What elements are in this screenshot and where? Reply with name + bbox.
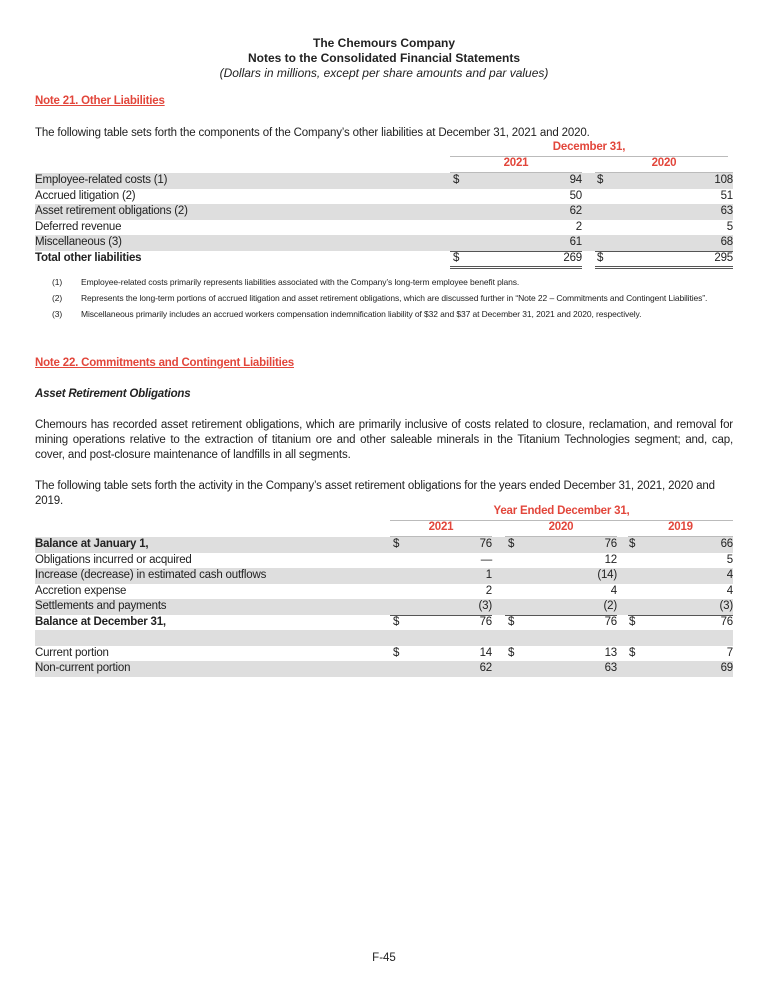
company-name: The Chemours Company (312, 36, 456, 50)
currency-symbol: $ (629, 538, 636, 550)
row-label: Accrued litigation (2) (35, 189, 136, 202)
currency-symbol: $ (508, 646, 515, 659)
currency-symbol: $ (393, 615, 399, 634)
cell-value: 2 (485, 584, 492, 597)
table-row (35, 204, 733, 220)
note-22-paragraph: Chemours has recorded asset retirement obligations, which are primarily inclusive of costs related to closure, reclamation, and removal for mining operations relative to the extraction of titanium ore and other saleable minerals in the Titanium Technologies segment; and, cap, cover, and post-closure maintenance of landfills in all segments. (35, 419, 733, 461)
table-row (35, 220, 733, 236)
table2-col-2021: 2021 (428, 521, 454, 533)
other-liabilities-table (35, 173, 733, 266)
footnote (52, 274, 742, 290)
currency-symbol: $ (508, 615, 514, 634)
table-row (35, 189, 733, 205)
row-label: Deferred revenue (35, 220, 122, 233)
document-header (0, 36, 768, 81)
table-row (35, 646, 733, 662)
cell-value: 61 (450, 235, 582, 252)
currency-symbol: $ (393, 646, 400, 659)
cell-value: (3) (628, 599, 733, 616)
table-row (35, 251, 733, 267)
cell-value: 5 (726, 220, 733, 233)
row-label: Balance at December 31, (35, 615, 166, 628)
row-label: Miscellaneous (3) (35, 236, 122, 248)
footnote-number: (1) (52, 277, 63, 287)
cell-value: 62 (569, 205, 582, 217)
row-label: Current portion (35, 646, 109, 659)
table1-group-header: December 31, (552, 141, 626, 153)
currency-symbol: $ (597, 251, 603, 270)
note-21-footnotes (52, 274, 742, 322)
currency-symbol: $ (393, 538, 400, 550)
cell-value: 295 (595, 251, 733, 270)
cell-value: 94 (569, 174, 582, 186)
cell-value: 69 (720, 662, 733, 674)
footnote-number: (2) (52, 293, 63, 303)
currency-symbol: $ (629, 615, 635, 634)
cell-value: (2) (505, 599, 617, 616)
table-row (35, 661, 733, 677)
cell-value: 62 (479, 662, 492, 674)
row-label: Accretion expense (35, 584, 127, 597)
currency-symbol: $ (597, 174, 604, 186)
page-number: F-45 (372, 952, 396, 964)
row-label: Employee-related costs (1) (35, 174, 168, 186)
currency-symbol: $ (453, 251, 459, 270)
asset-retirement-subheading: Asset Retirement Obligations (35, 388, 191, 400)
footnote-number: (3) (52, 309, 63, 319)
cell-value: 66 (720, 538, 733, 550)
cell-value: 2 (575, 220, 582, 233)
cell-value: 63 (604, 662, 617, 674)
cell-value: 7 (726, 646, 733, 659)
document-title: Notes to the Consolidated Financial Statements (247, 51, 521, 65)
cell-value: 4 (726, 584, 733, 597)
table-row (35, 568, 733, 584)
table-row (35, 630, 733, 646)
table-row (35, 584, 733, 600)
row-label: Obligations incurred or acquired (35, 553, 192, 566)
currency-symbol: $ (453, 174, 460, 186)
footnote (52, 290, 742, 306)
cell-value: 14 (479, 646, 492, 659)
table-row (35, 173, 733, 189)
row-label: Asset retirement obligations (2) (35, 205, 188, 217)
cell-value: 12 (604, 553, 617, 566)
cell-value: 108 (714, 174, 733, 186)
row-label: Total other liabilities (35, 251, 142, 264)
cell-value: 76 (628, 615, 733, 634)
cell-value: 269 (450, 251, 582, 270)
cell-value: 76 (479, 538, 492, 550)
note-22-title: Note 22. Commitments and Contingent Liabilities (35, 357, 294, 369)
cell-value: 76 (390, 615, 492, 634)
table2-col-2019: 2019 (668, 521, 693, 533)
table2-group-header: Year Ended December 31, (493, 505, 630, 517)
table-row (35, 553, 733, 569)
cell-value: — (480, 553, 492, 566)
row-label: Settlements and payments (35, 600, 167, 612)
note-21-title: Note 21. Other Liabilities (35, 95, 165, 107)
table-row (35, 615, 733, 631)
footnote (52, 306, 742, 322)
cell-value: 5 (726, 553, 733, 566)
table-row (35, 235, 733, 251)
currency-symbol: $ (508, 538, 515, 550)
cell-value: (3) (390, 599, 492, 616)
table1-col-2021: 2021 (503, 157, 529, 169)
footnote-text: Miscellaneous primarily includes an accrued workers compensation indemnification liability of $32 and $37 at December 31, 2021 and 2020, respectively. (81, 309, 642, 319)
table-row (35, 537, 733, 553)
footnote-text: Represents the long-term portions of accrued litigation and asset retirement obligations, which are discussed further in “Note 22 – Commitments and Contingent Liabilities”. (81, 293, 708, 303)
row-label: Non-current portion (35, 662, 131, 674)
note-21-intro: The following table sets forth the components of the Company’s other liabilities at December 31, 2021 and 2020. (35, 127, 590, 139)
table-row (35, 599, 733, 615)
table2-col-2020: 2020 (548, 521, 574, 533)
row-label: Increase (decrease) in estimated cash outflows (35, 569, 267, 581)
cell-value: 76 (505, 615, 617, 634)
footnote-text: Employee-related costs primarily represents liabilities associated with the Company’s long-term employee benefit plans. (81, 277, 520, 287)
cell-value: 63 (720, 205, 733, 217)
cell-value: 1 (485, 569, 492, 581)
currency-symbol: $ (629, 646, 636, 659)
cell-value: 4 (726, 569, 733, 581)
cell-value: 50 (569, 189, 582, 202)
cell-value: 4 (610, 584, 617, 597)
document-subtitle: (Dollars in millions, except per share amounts and par values) (219, 66, 549, 80)
row-label: Balance at January 1, (35, 538, 149, 550)
cell-value: 76 (604, 538, 617, 550)
asset-retirement-obligations-table (35, 537, 733, 677)
cell-value: 13 (604, 646, 617, 659)
cell-value: (14) (597, 569, 617, 581)
cell-value: 68 (595, 235, 733, 252)
cell-value: 51 (720, 189, 733, 202)
note-22-table-intro: The following table sets forth the activity in the Company’s asset retirement obligations for the years ended December 31, 2021, 2020 and 2019. (35, 480, 715, 507)
table1-col-2020: 2020 (651, 157, 677, 169)
